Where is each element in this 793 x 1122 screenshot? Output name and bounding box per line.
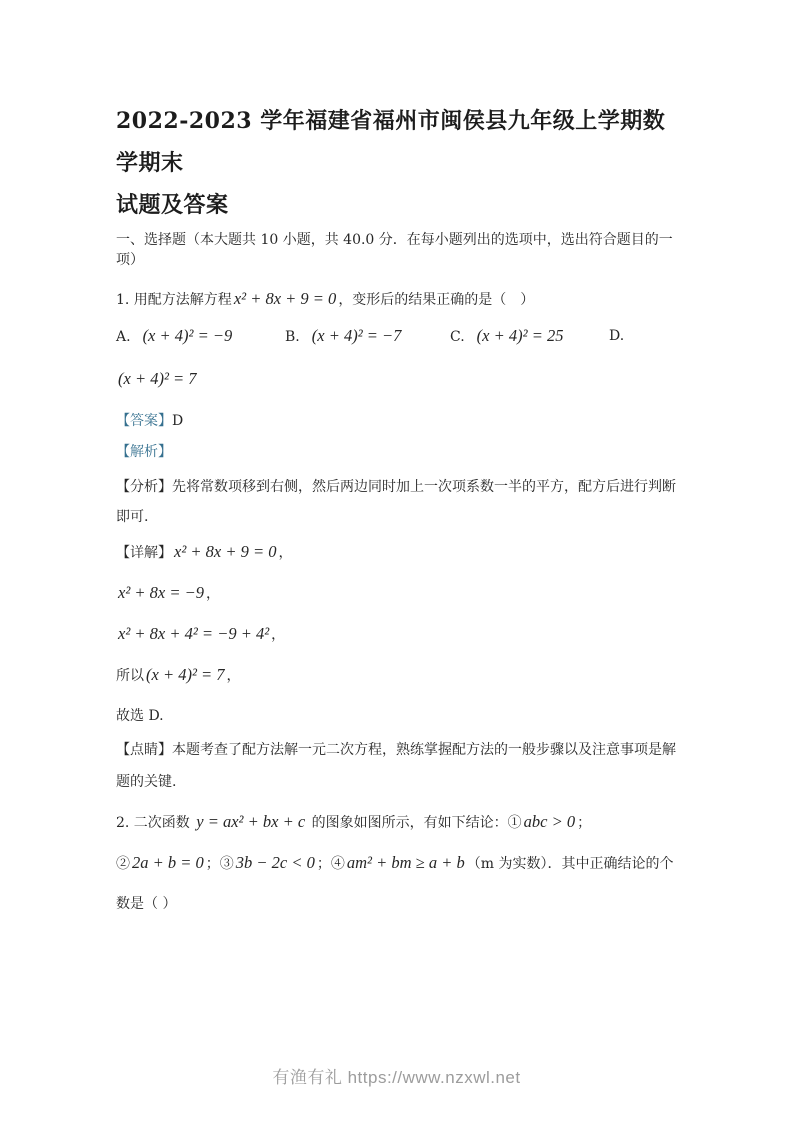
text-run: 【详解】 (116, 545, 172, 561)
analysis-paragraph: 【分析】先将常数项移到右侧，然后两边同时加上一次项系数一半的平方，配方后进行判断即可. (116, 479, 676, 525)
math-expression: y = ax² + bx + c (196, 812, 306, 831)
question-2-stem (116, 802, 683, 924)
math-expression: (x + 4)² = 7 (118, 369, 197, 388)
text-run: 1. 用配方法解方程 (116, 292, 232, 308)
math-expression: x² + 8x + 9 = 0 (174, 542, 277, 561)
math-expression: x² + 8x + 4² = −9 + 4² (118, 624, 270, 643)
section-header: 一、选择题（本大题共 10 小题，共 40.0 分．在每小题列出的选项中，选出符合题目的一项） (116, 232, 673, 268)
math-expression: 2a + b = 0 (132, 853, 204, 872)
option-b-value: (x + 4)² = −7 (311, 326, 402, 345)
footer-watermark: 有渔有礼 https://www.nzxwl.net (272, 1068, 521, 1087)
answer-line (116, 410, 683, 432)
option-c-value: (x + 4)² = 25 (476, 326, 564, 345)
math-expression: am² + bm ≥ a + b (346, 853, 465, 872)
detail-line-1 (116, 537, 683, 568)
text-run: 的图象如图所示，有如下结论：① (307, 815, 522, 831)
answer-label: 【答案】 (116, 413, 172, 429)
option-b-label: B. (285, 329, 300, 345)
exam-title (116, 100, 683, 226)
detail-line-5 (116, 701, 683, 731)
option-a-value: (x + 4)² = −9 (142, 326, 233, 345)
option-b (285, 321, 450, 352)
analysis-label-line (116, 441, 683, 463)
text-run: ；④ (316, 856, 345, 872)
text-run: ，变形后的结果正确的是（ ） (338, 292, 535, 308)
key-point-paragraph: 【点睛】本题考查了配方法解一元二次方程，熟练掌握配方法的一般步骤以及注意事项是解题的关键. (116, 742, 676, 790)
option-d (609, 321, 634, 352)
analysis-label: 【解析】 (116, 444, 172, 460)
text-run: 2. 二次函数 (116, 815, 195, 831)
option-a (116, 321, 285, 352)
text-run: ， (206, 586, 220, 602)
option-a-label: A. (116, 329, 131, 345)
detail-line-3 (116, 619, 683, 650)
math-expression: 3b − 2c < 0 (235, 853, 315, 872)
text-run: （m 为实数）．其中正确结论的个数是（ ） (116, 856, 674, 912)
answer-value: D (172, 413, 184, 429)
text-run: ；② (116, 815, 592, 872)
option-c (450, 321, 609, 352)
math-expression: x² + 8x + 9 = 0 (233, 289, 337, 308)
exam-title-line2: 试题及答案 (116, 192, 229, 218)
detail-line-4 (116, 660, 683, 691)
option-c-label: C. (450, 329, 465, 345)
option-d-label: D. (609, 328, 625, 344)
text-run: 所以 (116, 668, 144, 684)
exam-title-line1: 2022-2023 学年福建省福州市闽侯县九年级上学期数学期末 (116, 108, 666, 176)
math-expression: (x + 4)² = 7 (146, 665, 225, 684)
text-run: ， (271, 627, 286, 643)
text-run: ， (226, 668, 241, 684)
text-run: ；③ (205, 856, 234, 872)
option-d-continuation (116, 364, 683, 395)
question-1-stem (116, 286, 683, 313)
detail-line-2 (116, 578, 683, 609)
math-expression: abc > 0 (523, 812, 576, 831)
text-run: 故选 D. (116, 708, 164, 724)
math-expression: x² + 8x = −9 (118, 583, 204, 602)
question-1-options (116, 321, 683, 352)
text-run: ， (278, 545, 293, 561)
